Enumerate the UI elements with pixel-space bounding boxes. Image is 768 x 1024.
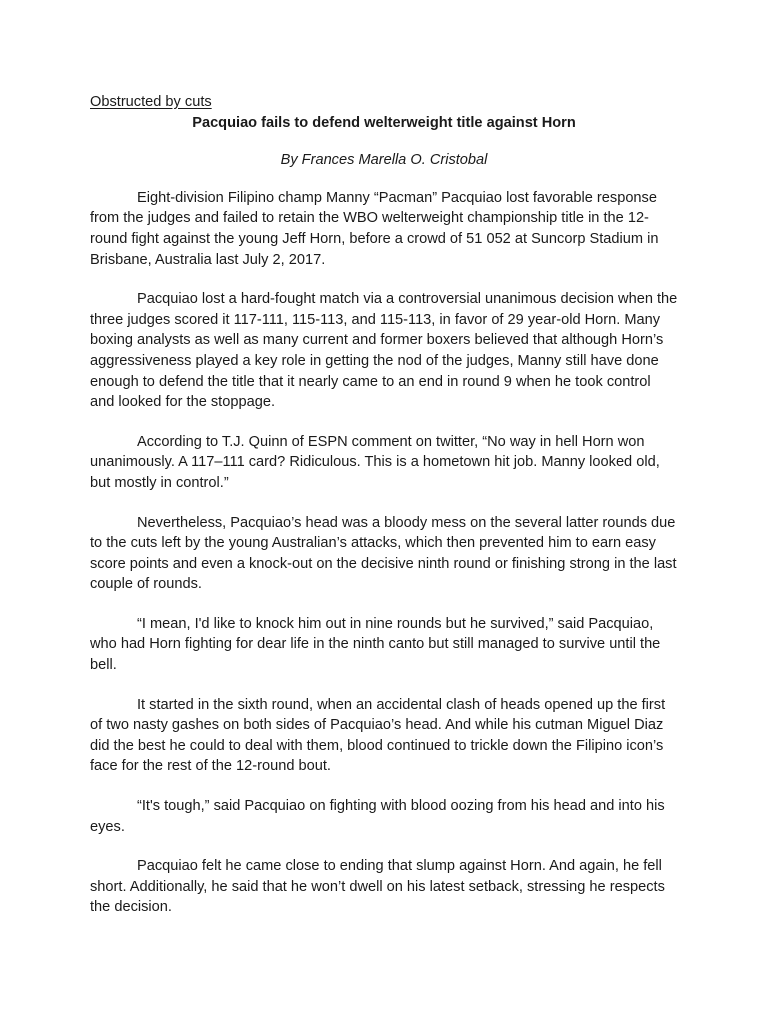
article-paragraph: It started in the sixth round, when an accidental clash of heads opened up the first of two nasty gashes on both sides of Pacquiao’s head. And while his cutman Miguel Diaz did the best he could to deal with them, blood continued to trickle down the Filipino icon’s face for the rest of the 12-round bout. xyxy=(90,696,666,775)
article-paragraph: Nevertheless, Pacquiao’s head was a bloody mess on the several latter rounds due to the cuts left by the young Australian’s attacks, which then prevented him to earn easy score points and even a knock-out on the decisive ninth round or finishing strong in the last couple of rounds. xyxy=(90,514,677,593)
article-paragraph: Pacquiao felt he came close to ending that slump against Horn. And again, he fell short. Additionally, he said that he won’t dwell on his latest setback, stressing he respects the decision. xyxy=(90,858,665,916)
article-paragraph: According to T.J. Quinn of ESPN comment on twitter, “No way in hell Horn won unanimously. A 117–111 card? Ridiculous. This is a hometown hit job. Manny looked old, but mostly in control.” xyxy=(90,433,660,491)
article-byline: By Frances Marella O. Cristobal xyxy=(280,152,488,169)
document-page xyxy=(90,92,678,918)
article-paragraph: “I mean, I'd like to knock him out in nine rounds but he survived,” said Pacquiao, who had Horn fighting for dear life in the ninth canto but still managed to survive until the bell. xyxy=(90,615,661,674)
article-kicker: Obstructed by cuts xyxy=(90,94,212,110)
article-paragraph: “It's tough,” said Pacquiao on fighting with blood oozing from his head and into his eyes. xyxy=(90,798,665,835)
article-title: Pacquiao fails to defend welterweight title against Horn xyxy=(192,114,576,131)
article-body xyxy=(90,188,678,918)
article-paragraph: Eight-division Filipino champ Manny “Pacman” Pacquiao lost favorable response from the judges and failed to retain the WBO welterweight championship title in the 12-round fight against the young Jeff Horn, before a crowd of 51 052 at Suncorp Stadium in Brisbane, Australia last July 2, 2017. xyxy=(90,189,659,268)
article-paragraph: Pacquiao lost a hard-fought match via a controversial unanimous decision when the three judges scored it 117-111, 115-113, and 115-113, in favor of 29 year-old Horn. Many boxing analysts as well as many current and former boxers believed that although Horn’s aggressiveness played a key role in getting the nod of the judges, Manny still have done enough to defend the title that it nearly came to an end in round 9 when he took control and looked for the stoppage. xyxy=(90,291,678,411)
